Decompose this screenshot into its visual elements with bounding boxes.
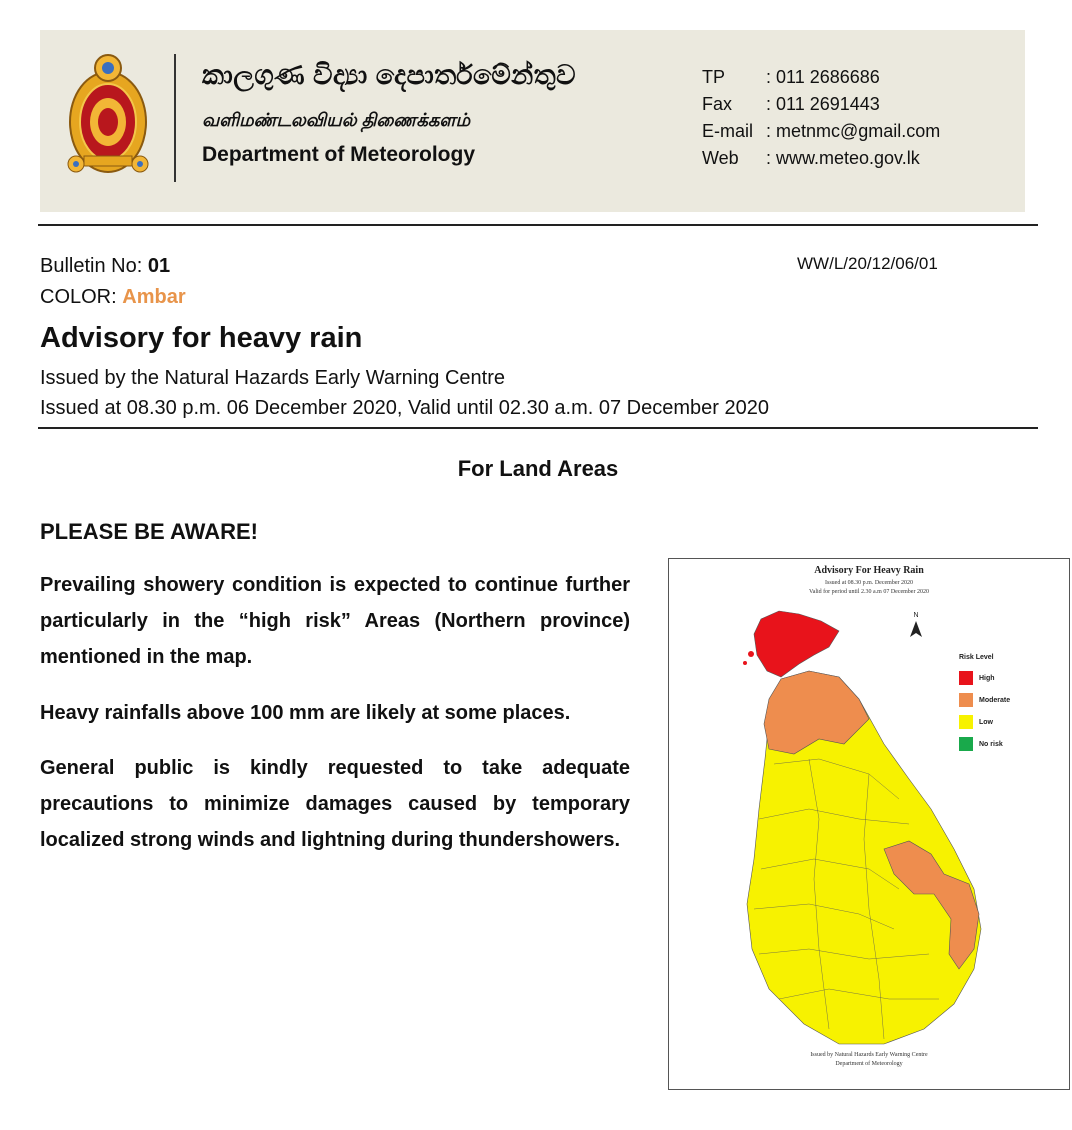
island-north-west <box>743 661 747 665</box>
legend-low: Low <box>959 711 1010 733</box>
section-heading: For Land Areas <box>457 456 619 481</box>
header-rule <box>38 224 1038 226</box>
department-name-english: Department of Meteorology <box>202 143 476 166</box>
contact-details <box>702 64 940 172</box>
department-name-sinhala: කාලගුණ විද්‍යා දෙපාර්තමේන්තුව <box>202 60 577 90</box>
paragraph-heavy-rain: Heavy rainfalls above 100 mm are likely at some places. <box>40 702 571 724</box>
map-footer-issuer: Issued by Natural Hazards Early Warning Centre <box>810 1052 928 1058</box>
legend-no-risk: No risk <box>959 733 1010 755</box>
map-legend <box>959 654 1010 755</box>
advisory-title: Advisory for heavy rain <box>40 322 363 354</box>
legend-title: Risk Level <box>959 654 994 661</box>
contact-row-tp: TP : 011 2686686 <box>702 67 880 87</box>
north-label: N <box>913 612 919 619</box>
map-issued: Issued at 08.30 p.m. December 2020 <box>825 580 913 586</box>
letterhead-divider <box>174 54 176 182</box>
bulletin-reference: WW/L/20/12/06/01 <box>797 254 938 273</box>
letterhead <box>40 30 1025 212</box>
map-footer-department: Department of Meteorology <box>835 1061 903 1067</box>
issue-details <box>40 363 769 423</box>
bulletin-color: COLOR: Ambar <box>40 286 186 308</box>
map-title: Advisory For Heavy Rain <box>814 565 924 576</box>
title-rule <box>38 427 1038 429</box>
department-name-tamil: வளிமண்டலவியல் திணைக்களம் <box>202 110 471 130</box>
issued-by: Issued by the Natural Hazards Early Warning Centre <box>40 367 506 389</box>
map-valid: Valid for period until 2.30 a.m 07 December 2020 <box>809 589 929 595</box>
bulletin-info <box>40 251 186 313</box>
island-north <box>748 651 754 657</box>
bulletin-number: Bulletin No: 01 <box>40 255 171 277</box>
paragraph-precautions: General public is kindly requested to take adequate precautions to minimize damages caused by temporary localized strong winds and lightning during thundershowers. <box>40 757 630 851</box>
national-emblem-icon <box>64 52 152 176</box>
contact-row-email[interactable]: E-mail : metnmc@gmail.com <box>702 121 941 141</box>
legend-high: High <box>959 667 1010 689</box>
aware-heading: PLEASE BE AWARE! <box>40 519 258 544</box>
paragraph-prevailing: Prevailing showery condition is expected to continue further particularly in the “high risk” Areas (Northern province) mentioned in the map. <box>40 574 630 668</box>
risk-map <box>668 558 1070 1090</box>
sri-lanka-map <box>669 559 1069 1089</box>
contact-row-web[interactable]: Web : www.meteo.gov.lk <box>702 148 920 168</box>
north-arrow-icon <box>910 612 922 637</box>
contact-row-fax: Fax : 011 2691443 <box>702 94 880 114</box>
issued-at: Issued at 08.30 p.m. 06 December 2020, Valid until 02.30 a.m. 07 December 2020 <box>40 397 769 419</box>
region-high <box>754 611 839 677</box>
legend-moderate: Moderate <box>959 689 1010 711</box>
